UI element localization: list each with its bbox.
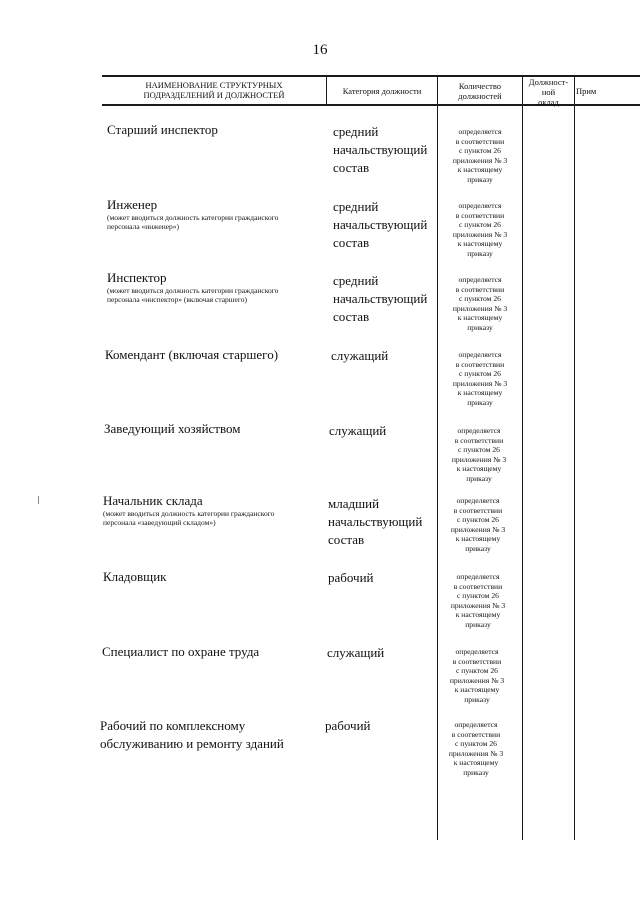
quantity-line: с пунктом 26	[455, 739, 497, 748]
quantity-line: в соответствии	[453, 581, 503, 591]
category-line: рабочий	[325, 718, 371, 733]
quantity-line: приказу	[467, 322, 493, 332]
position-quantity	[438, 426, 520, 483]
header-category	[327, 86, 437, 96]
position-name	[104, 421, 241, 437]
header-quantity-line: должностей	[458, 91, 502, 101]
quantity-line: с пунктом 26	[457, 591, 499, 600]
category-line: средний	[333, 273, 379, 288]
position-note-line: (может вводиться должность категории гражданского	[107, 213, 279, 222]
category-line: средний	[333, 124, 379, 139]
position-note-line: персонала «инспектор» (включая старшего)	[107, 295, 248, 304]
category-line: состав	[333, 235, 370, 250]
quantity-line: приказу	[467, 174, 493, 184]
quantity-line: в соответствии	[451, 729, 501, 739]
quantity-line: приложения № 3	[449, 675, 505, 685]
position-name-line: Комендант (включая старшего)	[105, 347, 279, 362]
quantity-line: к настоящему	[457, 388, 503, 397]
header-quantity	[438, 81, 522, 101]
position-note	[107, 286, 278, 304]
quantity-line: приложения № 3	[450, 600, 506, 610]
quantity-line: приказу	[465, 543, 491, 553]
category-line: младший	[328, 496, 380, 511]
quantity-line: к настоящему	[454, 685, 500, 694]
quantity-line: определяется	[454, 720, 498, 729]
quantity-line: приложения № 3	[452, 378, 508, 388]
position-name	[103, 569, 166, 585]
quantity-line: с пунктом 26	[458, 445, 500, 454]
position-name-line: обслуживанию и ремонту зданий	[100, 736, 284, 751]
quantity-line: к настоящему	[457, 313, 503, 322]
position-quantity	[437, 572, 519, 629]
position-note	[107, 213, 278, 231]
quantity-line: приказу	[464, 694, 490, 704]
category-line: служащий	[327, 645, 385, 660]
position-quantity	[436, 647, 518, 704]
position-note-line: персонала «инженер»)	[107, 222, 180, 231]
quantity-line: приказу	[463, 767, 489, 777]
position-name-line: Инспектор	[107, 270, 167, 285]
quantity-line: приказу	[465, 619, 491, 629]
category-line: рабочий	[328, 570, 374, 585]
position-name-line: Рабочий по комплексному	[100, 718, 246, 733]
quantity-line: с пунктом 26	[456, 666, 498, 675]
quantity-line: к настоящему	[455, 534, 501, 543]
header-quantity-line: Количество	[458, 81, 502, 91]
position-category	[333, 198, 427, 252]
header-salary-line: Должност-	[528, 77, 569, 87]
column-divider-note	[574, 75, 575, 840]
position-quantity	[439, 201, 521, 258]
quantity-line: в соответствии	[453, 505, 503, 515]
quantity-line: приложения № 3	[451, 454, 507, 464]
category-line: начальствующий	[328, 514, 423, 529]
quantity-line: в соответствии	[455, 136, 505, 146]
quantity-line: с пунктом 26	[459, 294, 501, 303]
margin-mark	[38, 496, 39, 504]
quantity-line: в соответствии	[452, 656, 502, 666]
quantity-line: определяется	[455, 647, 499, 656]
category-line: начальствующий	[333, 217, 428, 232]
quantity-line: определяется	[456, 572, 500, 581]
quantity-line: приказу	[467, 248, 493, 258]
position-quantity	[435, 720, 517, 777]
position-category	[328, 495, 422, 549]
position-note	[103, 509, 274, 527]
quantity-line: к настоящему	[457, 165, 503, 174]
quantity-line: к настоящему	[457, 239, 503, 248]
position-category	[328, 569, 374, 587]
quantity-line: приложения № 3	[448, 748, 504, 758]
quantity-line: к настоящему	[456, 464, 502, 473]
position-category	[327, 644, 384, 662]
header-note	[576, 86, 640, 96]
position-name	[102, 644, 259, 660]
position-quantity	[437, 496, 519, 553]
quantity-line: определяется	[458, 350, 502, 359]
header-salary-line: оклад	[538, 97, 559, 107]
position-note-line: персонала «заведующий складом»)	[103, 518, 216, 527]
position-name	[103, 493, 203, 509]
position-name	[107, 270, 167, 286]
quantity-line: приложения № 3	[452, 229, 508, 239]
category-line: средний	[333, 199, 379, 214]
quantity-line: в соответствии	[455, 284, 505, 294]
header-salary-line: ной	[541, 87, 556, 97]
quantity-line: определяется	[458, 201, 502, 210]
category-line: начальствующий	[333, 142, 428, 157]
quantity-line: в соответствии	[455, 359, 505, 369]
quantity-line: в соответствии	[454, 435, 504, 445]
header-category-line: Категория должности	[342, 86, 422, 96]
position-name-line: Специалист по охране труда	[102, 644, 260, 659]
category-line: служащий	[329, 423, 387, 438]
quantity-line: с пунктом 26	[459, 220, 501, 229]
position-name	[105, 347, 278, 363]
position-name-line: Начальник склада	[103, 493, 203, 508]
position-category	[331, 347, 388, 365]
position-name-line: Кладовщик	[103, 569, 167, 584]
quantity-line: приложения № 3	[450, 524, 506, 534]
quantity-line: приказу	[466, 473, 492, 483]
category-line: состав	[333, 309, 370, 324]
category-line: состав	[333, 160, 370, 175]
position-name-line: Заведующий хозяйством	[104, 421, 241, 436]
quantity-line: с пунктом 26	[457, 515, 499, 524]
category-line: начальствующий	[333, 291, 428, 306]
header-name-line: НАИМЕНОВАНИЕ СТРУКТУРНЫХ	[145, 80, 283, 90]
position-name	[107, 122, 218, 138]
position-quantity	[439, 275, 521, 332]
position-name-line: Старший инспектор	[107, 122, 218, 137]
quantity-line: приложения № 3	[452, 303, 508, 313]
category-line: состав	[328, 532, 365, 547]
position-category	[325, 717, 371, 735]
position-quantity	[439, 127, 521, 184]
quantity-line: определяется	[458, 275, 502, 284]
category-line: служащий	[331, 348, 389, 363]
position-category	[333, 272, 427, 326]
quantity-line: с пунктом 26	[459, 369, 501, 378]
header-name	[102, 80, 326, 100]
quantity-line: в соответствии	[455, 210, 505, 220]
header-salary	[523, 77, 574, 107]
position-category	[329, 422, 386, 440]
quantity-line: приложения № 3	[452, 155, 508, 165]
position-quantity	[439, 350, 521, 407]
position-note-line: (может вводиться должность категории гражданского	[107, 286, 279, 295]
position-name	[107, 197, 157, 213]
position-name-line: Инженер	[107, 197, 158, 212]
position-category	[333, 123, 427, 177]
header-note-line: Прим	[576, 86, 597, 96]
quantity-line: приказу	[467, 397, 493, 407]
quantity-line: с пунктом 26	[459, 146, 501, 155]
position-note-line: (может вводиться должность категории гражданского	[103, 509, 275, 518]
quantity-line: определяется	[458, 127, 502, 136]
header-name-line: ПОДРАЗДЕЛЕНИЙ И ДОЛЖНОСТЕЙ	[143, 90, 285, 100]
quantity-line: определяется	[457, 426, 501, 435]
quantity-line: к настоящему	[455, 610, 501, 619]
quantity-line: к настоящему	[453, 758, 499, 767]
column-divider-salary	[522, 75, 523, 840]
position-name	[100, 717, 284, 753]
quantity-line: определяется	[456, 496, 500, 505]
page-number: 16	[312, 42, 328, 58]
